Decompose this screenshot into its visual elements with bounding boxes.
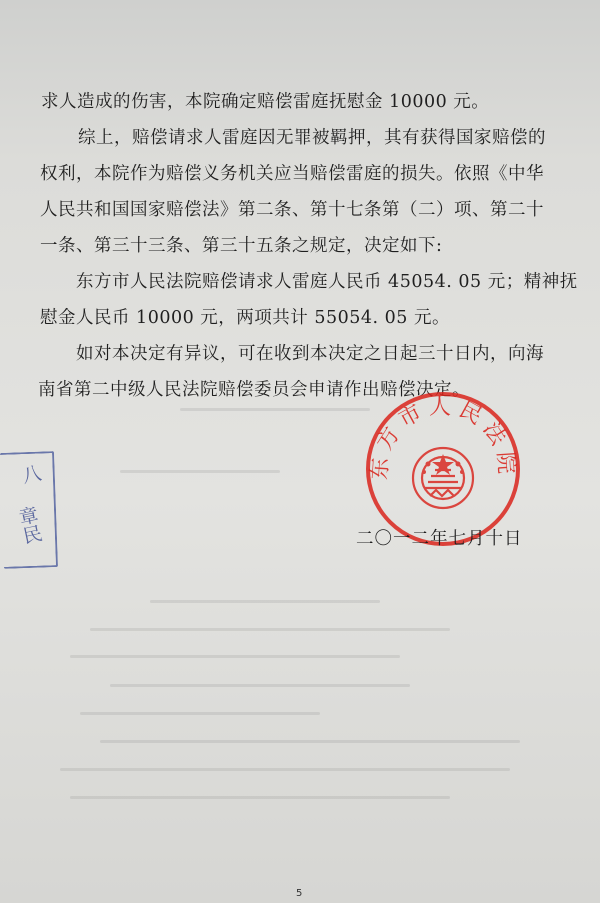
text-line: 综上，赔偿请求人雷庭因无罪被羁押，其有获得国家赔偿的 <box>78 128 546 148</box>
seal-text: 东方市人民法院 <box>367 394 519 481</box>
page-number: 5 <box>296 888 303 899</box>
stamp-top-text: 八 <box>20 462 44 488</box>
text-line: 权利，本院作为赔偿义务机关应当赔偿雷庭的损失。依照《中华 <box>40 164 544 184</box>
national-emblem-icon <box>413 448 473 508</box>
text-line: 慰金人民币 10000 元，两项共计 55054. 05 元。 <box>40 308 450 328</box>
margin-stamp <box>2 452 62 570</box>
stamp-bottom-text: 章民 <box>14 504 44 546</box>
text-line: 南省第二中级人民法院赔偿委员会申请作出赔偿决定。 <box>38 380 470 400</box>
text-line: 东方市人民法院赔偿请求人雷庭人民币 45054. 05 元；精神抚 <box>76 272 578 292</box>
text-line: 如对本决定有异议，可在收到本决定之日起三十日内，向海 <box>76 344 544 364</box>
document-date: 二〇一二年七月十日 <box>356 529 523 549</box>
text-line: 求人造成的伤害，本院确定赔偿雷庭抚慰金 10000 元。 <box>41 92 490 112</box>
text-line: 人民共和国国家赔偿法》第二条、第十七条第（二）项、第二十 <box>40 200 544 220</box>
text-line: 一条、第三十三条、第三十五条之规定，决定如下: <box>40 236 443 256</box>
